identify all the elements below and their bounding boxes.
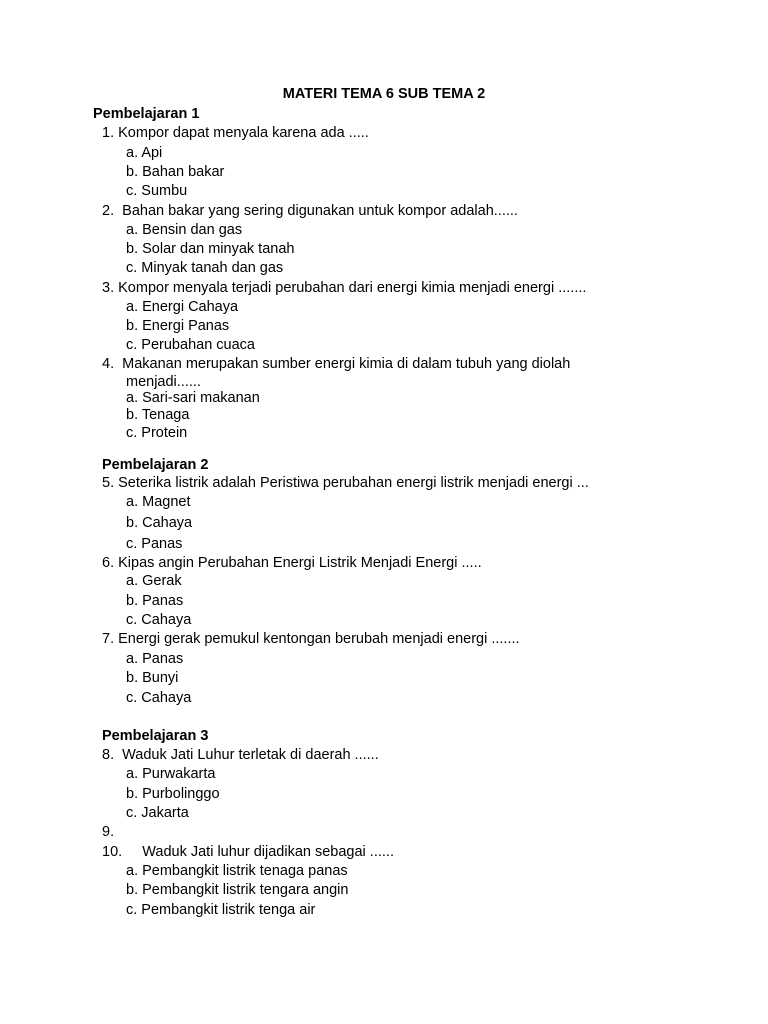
option: a. Pembangkit listrik tenaga panas [126, 863, 348, 879]
question-1 [102, 125, 369, 141]
question-text: Kipas angin Perubahan Energi Listrik Menjadi Energi ..... [118, 555, 482, 571]
section-heading-2: Pembelajaran 2 [102, 457, 209, 473]
question-8 [102, 747, 379, 763]
option: a. Api [126, 145, 163, 161]
question-3 [102, 280, 586, 296]
option: b. Panas [126, 593, 184, 609]
question-number: 9. [102, 824, 115, 840]
document-title: MATERI TEMA 6 SUB TEMA 2 [282, 86, 486, 102]
option: c. Cahaya [126, 612, 192, 628]
question-5 [102, 475, 589, 491]
option: a. Magnet [126, 494, 191, 510]
option: a. Energi Cahaya [126, 299, 239, 315]
option: c. Protein [126, 425, 188, 441]
option: b. Cahaya [126, 515, 193, 531]
question-number: 5. [102, 475, 115, 491]
question-text: Kompor menyala terjadi perubahan dari energi kimia menjadi energi ....... [118, 280, 587, 296]
question-text: Makanan merupakan sumber energi kimia di dalam tubuh yang diolah [122, 356, 571, 372]
question-2 [102, 203, 518, 219]
option: c. Sumbu [126, 183, 188, 199]
option: c. Pembangkit listrik tenga air [126, 902, 316, 918]
option: a. Sari-sari makanan [126, 390, 260, 406]
option: a. Bensin dan gas [126, 222, 243, 238]
option: b. Solar dan minyak tanah [126, 241, 295, 257]
option: b. Bahan bakar [126, 164, 225, 180]
question-text: Seterika listrik adalah Peristiwa perubahan energi listrik menjadi energi ... [118, 475, 589, 491]
question-text: Energi gerak pemukul kentongan berubah menjadi energi ....... [118, 631, 520, 647]
option: b. Bunyi [126, 670, 179, 686]
question-4 [102, 356, 570, 372]
question-7 [102, 631, 520, 647]
question-number: 6. [102, 555, 115, 571]
option: c. Jakarta [126, 805, 189, 821]
option: a. Gerak [126, 573, 182, 589]
question-9 [102, 824, 114, 840]
question-number: 1. [102, 125, 115, 141]
question-number: 3. [102, 280, 115, 296]
option: b. Pembangkit listrik tengara angin [126, 882, 349, 898]
option: b. Purbolinggo [126, 786, 220, 802]
question-10 [102, 844, 394, 860]
question-text: Bahan bakar yang sering digunakan untuk kompor adalah...... [122, 203, 518, 219]
option: c. Minyak tanah dan gas [126, 260, 284, 276]
section-heading-3: Pembelajaran 3 [102, 728, 209, 744]
question-number: 4. [102, 356, 115, 372]
option: c. Cahaya [126, 690, 192, 706]
option: a. Purwakarta [126, 766, 216, 782]
question-number: 2. [102, 203, 115, 219]
option: c. Perubahan cuaca [126, 337, 255, 353]
option: b. Energi Panas [126, 318, 230, 334]
option: b. Tenaga [126, 407, 190, 423]
option: a. Panas [126, 651, 184, 667]
question-number: 7. [102, 631, 115, 647]
option: c. Panas [126, 536, 183, 552]
section-heading-1: Pembelajaran 1 [93, 106, 200, 122]
question-text-continuation: menjadi...... [126, 374, 201, 390]
question-text: Waduk Jati Luhur terletak di daerah ...... [122, 747, 379, 763]
question-text: Waduk Jati luhur dijadikan sebagai ...... [142, 844, 394, 860]
question-text: Kompor dapat menyala karena ada ..... [118, 125, 369, 141]
question-number: 10. [102, 844, 123, 860]
question-number: 8. [102, 747, 115, 763]
question-6 [102, 555, 482, 571]
